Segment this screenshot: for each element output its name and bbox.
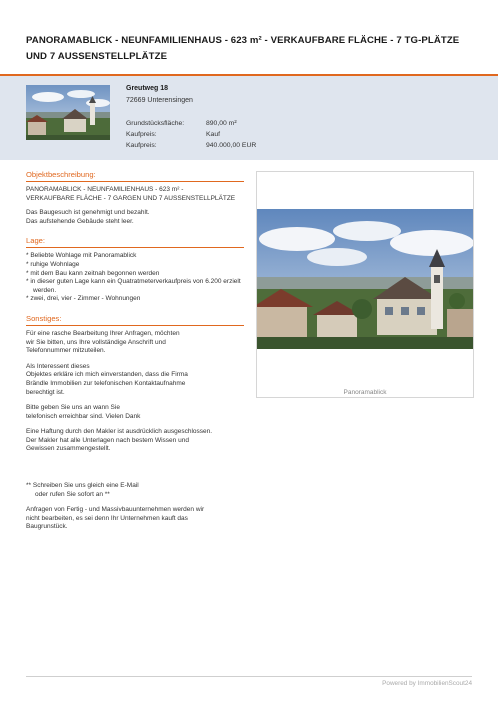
text-line: PANORAMABLICK - NEUNFAMILIENHAUS - 623 m² - <box>26 186 184 193</box>
section-heading-sonstiges: Sonstiges: <box>26 314 244 326</box>
footer-divider <box>26 676 472 677</box>
fact-label: Kaufpreis: <box>126 142 157 149</box>
fact-value: Kauf <box>206 131 220 138</box>
list-item: * in dieser guten Lage kann ein Quatratmeterverkaufpreis von 6.200 erzielt werden. <box>26 278 241 294</box>
text-line: Objektes erkläre ich mich einverstanden, dass die Firma <box>26 371 188 379</box>
page-title: PANORAMABLICK - NEUNFAMILIENHAUS - 623 m² - VERKAUFBARE FLÄCHE - 7 TG-PLÄTZE UND 7 AUSSENSTELLPLÄTZE <box>26 35 460 62</box>
fact-value: 890,00 m² <box>206 120 237 127</box>
text-line: telefonisch erreichbar sind. Vielen Dank <box>26 412 141 420</box>
photo-caption: Panoramablick <box>343 389 387 396</box>
list-item: * Beliebte Wohlage mit Panoramablick <box>26 252 137 260</box>
objekt-paragraph <box>26 186 244 203</box>
fact-label: Grundstücksfläche: <box>126 120 185 127</box>
lage-list <box>26 252 244 304</box>
text-line: berechtigt ist. <box>26 388 65 396</box>
text-line: Bitte geben Sie uns an wann Sie <box>26 404 120 412</box>
description-column <box>26 170 244 539</box>
text-line: nicht bearbeiten, es sei denn Ihr Unternehmen kauft das <box>26 514 188 522</box>
fact-label: Kaufpreis: <box>126 131 157 138</box>
text-line: Anfragen von Fertig - und Massivbauunternehmen werden wir <box>26 506 205 514</box>
panorama-photo[interactable] <box>257 209 473 349</box>
photo-card <box>256 171 474 398</box>
text-block <box>26 404 244 421</box>
address-street: Greutweg 18 <box>126 85 169 92</box>
fact-value: 940.000,00 EUR <box>206 142 257 149</box>
list-item: * ruhige Wohnlage <box>26 260 80 268</box>
sonstiges-text <box>26 330 244 532</box>
text-block <box>26 506 244 532</box>
text-line: Für eine rasche Bearbeitung Ihrer Anfragen, möchten <box>26 329 180 337</box>
text-line: Das aufstehende Gebäude steht leer. <box>26 217 134 225</box>
list-item: * mit dem Bau kann zeitnah begonnen werden <box>26 269 160 277</box>
property-thumbnail[interactable] <box>26 85 110 140</box>
panorama-photo-image <box>257 209 473 349</box>
text-block <box>26 428 244 454</box>
text-block <box>26 330 244 356</box>
text-line: Gewissen zusammengestellt. <box>26 445 111 453</box>
text-line: Der Makler hat alle Unterlagen nach bestem Wissen und <box>26 436 189 444</box>
footer-credit: Powered by ImmobilienScout24 <box>382 680 472 687</box>
address-city: 72669 Unterensingen <box>126 97 193 104</box>
objekt-paragraph <box>26 209 244 226</box>
section-heading-objektbeschreibung: Objektbeschreibung: <box>26 170 244 182</box>
text-line: wir Sie bitten, uns Ihre vollständige Anschrift und <box>26 338 166 346</box>
text-line: Telefonnummer mitzuteilen. <box>26 347 106 355</box>
text-line: Das Baugesuch ist genehmigt und bezahlt. <box>26 209 150 217</box>
text-line: Baugrunstück. <box>26 523 68 531</box>
section-heading-lage: Lage: <box>26 236 244 248</box>
property-thumbnail-image <box>26 85 110 140</box>
text-block <box>26 482 244 499</box>
text-line: Als Interessent dieses <box>26 362 90 370</box>
text-line: oder rufen Sie sofort an ** <box>26 490 110 498</box>
text-line: VERKAUFBARE FLÄCHE - 7 GARGEN UND 7 AUSSENSTELLPLÄTZE <box>26 194 236 202</box>
list-item: * zwei, drei, vier - Zimmer - Wohnungen <box>26 295 141 303</box>
text-block <box>26 363 244 397</box>
text-line: Eine Haftung durch den Makler ist ausdrücklich ausgeschlossen. <box>26 428 213 436</box>
text-line: ** Schreiben Sie uns gleich eine E-Mail <box>26 482 139 490</box>
text-line: Brändle Immobilien zur telefonischen Kontaktaufnahme <box>26 379 186 387</box>
